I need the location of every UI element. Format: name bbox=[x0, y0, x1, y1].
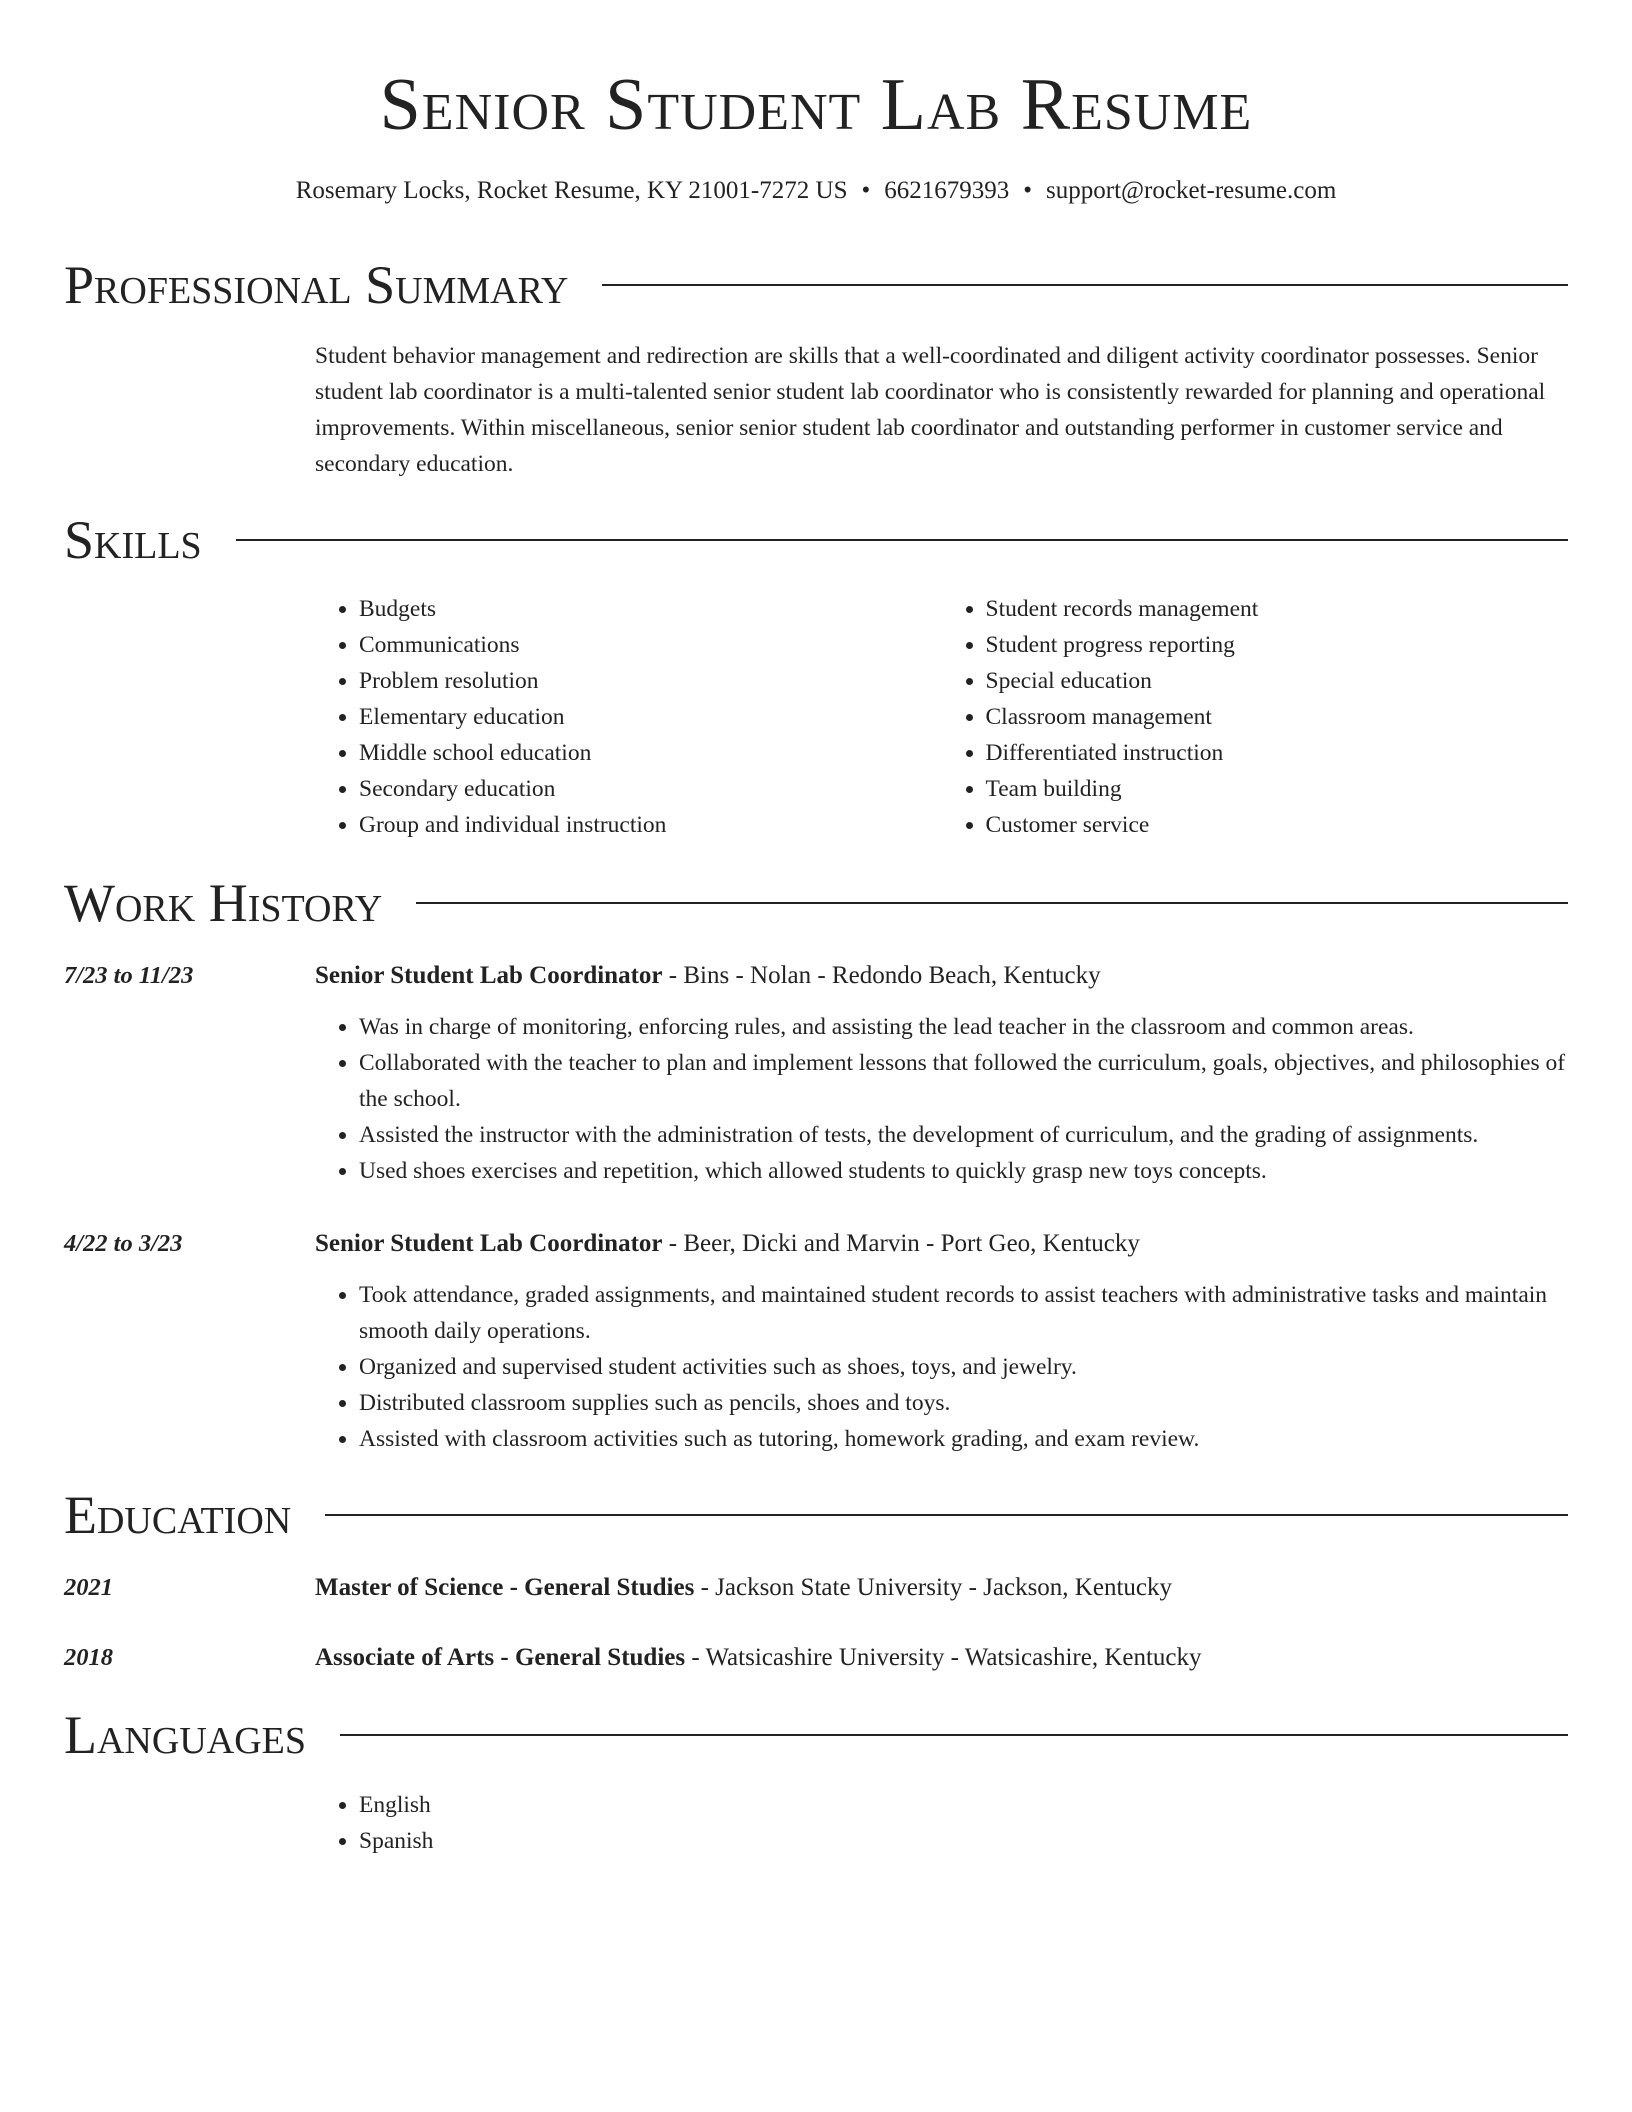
work-title-line bbox=[315, 1226, 1140, 1262]
resume-title: Senior Student Lab Resume bbox=[379, 64, 1253, 146]
education-details: - Jackson State University - Jackson, Kentucky bbox=[694, 1574, 1173, 1601]
contact-phone: 6621679393 bbox=[884, 177, 1010, 204]
work-dates: 4/22 to 3/23 bbox=[64, 1230, 183, 1257]
skill-item: • Group and individual instruction bbox=[359, 807, 942, 843]
education-year: 2021 bbox=[64, 1574, 113, 1601]
skill-item: • Customer service bbox=[986, 807, 1569, 843]
contact-email: support@rocket-resume.com bbox=[1046, 177, 1337, 204]
degree: Associate of Arts - General Studies bbox=[315, 1644, 686, 1671]
skill-item: • Differentiated instruction bbox=[986, 735, 1569, 771]
work-bullets bbox=[315, 1277, 1568, 1457]
skill-item: • Problem resolution bbox=[359, 663, 942, 699]
section-divider bbox=[236, 539, 1568, 541]
section-title-work: Work History bbox=[64, 873, 383, 933]
skill-item: • Middle school education bbox=[359, 735, 942, 771]
degree: Master of Science - General Studies bbox=[315, 1574, 695, 1601]
work-bullet: • Took attendance, graded assignments, and maintained student records to assist teachers with administrative tasks and maintain smooth daily operations. bbox=[359, 1277, 1568, 1349]
work-bullet: • Organized and supervised student activities such as shoes, toys, and jewelry. bbox=[359, 1349, 1568, 1385]
skill-item: • Secondary education bbox=[359, 771, 942, 807]
work-bullets-block bbox=[315, 1277, 1568, 1457]
education-details: - Watsicashire University - Watsicashire, Kentucky bbox=[685, 1644, 1202, 1671]
section-divider bbox=[602, 284, 1568, 286]
languages-list bbox=[315, 1787, 1568, 1859]
section-header-work bbox=[64, 870, 1568, 936]
skill-item: • Special education bbox=[986, 663, 1569, 699]
skill-item: • Classroom management bbox=[986, 699, 1569, 735]
summary-text: Student behavior management and redirection are skills that a well-coordinated and diligent activity coordinator possesses. Senior student lab coordinator is a multi-talented senior student lab coordinator who is consistently rewarded for planning and operational improvements. Within miscellaneous, senior senior student lab coordinator and outstanding performer in customer service and secondary education. bbox=[315, 343, 1546, 477]
section-header-summary bbox=[64, 252, 1568, 318]
section-title-education: Education bbox=[64, 1485, 292, 1545]
languages-block bbox=[315, 1787, 1568, 1859]
contact-address: Rosemary Locks, Rocket Resume, KY 21001-7272 US bbox=[295, 177, 848, 204]
skills-list-right bbox=[942, 591, 1569, 843]
education-line bbox=[315, 1640, 1202, 1676]
education-line bbox=[315, 1570, 1172, 1606]
work-bullet: • Used shoes exercises and repetition, which allowed students to quickly grasp new toys concepts. bbox=[359, 1153, 1568, 1189]
contact-separator: • bbox=[861, 177, 871, 204]
contact-separator: • bbox=[1023, 177, 1033, 204]
work-bullet: • Assisted the instructor with the administration of tests, the development of curriculum, and the grading of assignments. bbox=[359, 1117, 1568, 1153]
education-year: 2018 bbox=[64, 1644, 113, 1671]
section-title-summary: Professional Summary bbox=[64, 255, 569, 315]
skill-item: • Elementary education bbox=[359, 699, 942, 735]
section-divider bbox=[325, 1514, 1568, 1516]
work-dates: 7/23 to 11/23 bbox=[64, 962, 194, 989]
job-title: Senior Student Lab Coordinator bbox=[315, 1230, 663, 1257]
section-divider bbox=[416, 902, 1568, 904]
work-title-line bbox=[315, 958, 1101, 994]
language-item: • Spanish bbox=[359, 1823, 1568, 1859]
skill-item: • Communications bbox=[359, 627, 942, 663]
work-bullet: • Distributed classroom supplies such as pencils, shoes and toys. bbox=[359, 1385, 1568, 1421]
job-title: Senior Student Lab Coordinator bbox=[315, 962, 663, 989]
job-details: - Bins - Nolan - Redondo Beach, Kentucky bbox=[662, 962, 1101, 989]
section-header-languages bbox=[64, 1702, 1568, 1768]
job-details: - Beer, Dicki and Marvin - Port Geo, Kentucky bbox=[662, 1230, 1140, 1257]
section-divider bbox=[340, 1734, 1568, 1736]
skill-item: • Team building bbox=[986, 771, 1569, 807]
contact-line bbox=[0, 174, 1632, 208]
work-bullet: • Was in charge of monitoring, enforcing rules, and assisting the lead teacher in the classroom and common areas. bbox=[359, 1009, 1568, 1045]
work-bullet: • Assisted with classroom activities such as tutoring, homework grading, and exam review. bbox=[359, 1421, 1568, 1457]
summary-block bbox=[315, 338, 1568, 482]
skills-block bbox=[315, 591, 1568, 843]
language-item: • English bbox=[359, 1787, 1568, 1823]
skills-list-left bbox=[315, 591, 942, 843]
work-bullet: • Collaborated with the teacher to plan and implement lessons that followed the curriculum, goals, objectives, and philosophies of the school. bbox=[359, 1045, 1568, 1117]
work-bullets bbox=[315, 1009, 1568, 1189]
section-title-skills: Skills bbox=[64, 510, 202, 570]
section-title-languages: Languages bbox=[64, 1705, 306, 1765]
skill-item: • Budgets bbox=[359, 591, 942, 627]
work-bullets-block bbox=[315, 1009, 1568, 1189]
section-header-education bbox=[64, 1482, 1568, 1548]
skill-item: • Student progress reporting bbox=[986, 627, 1569, 663]
skill-item: • Student records management bbox=[986, 591, 1569, 627]
section-header-skills bbox=[64, 507, 1568, 573]
